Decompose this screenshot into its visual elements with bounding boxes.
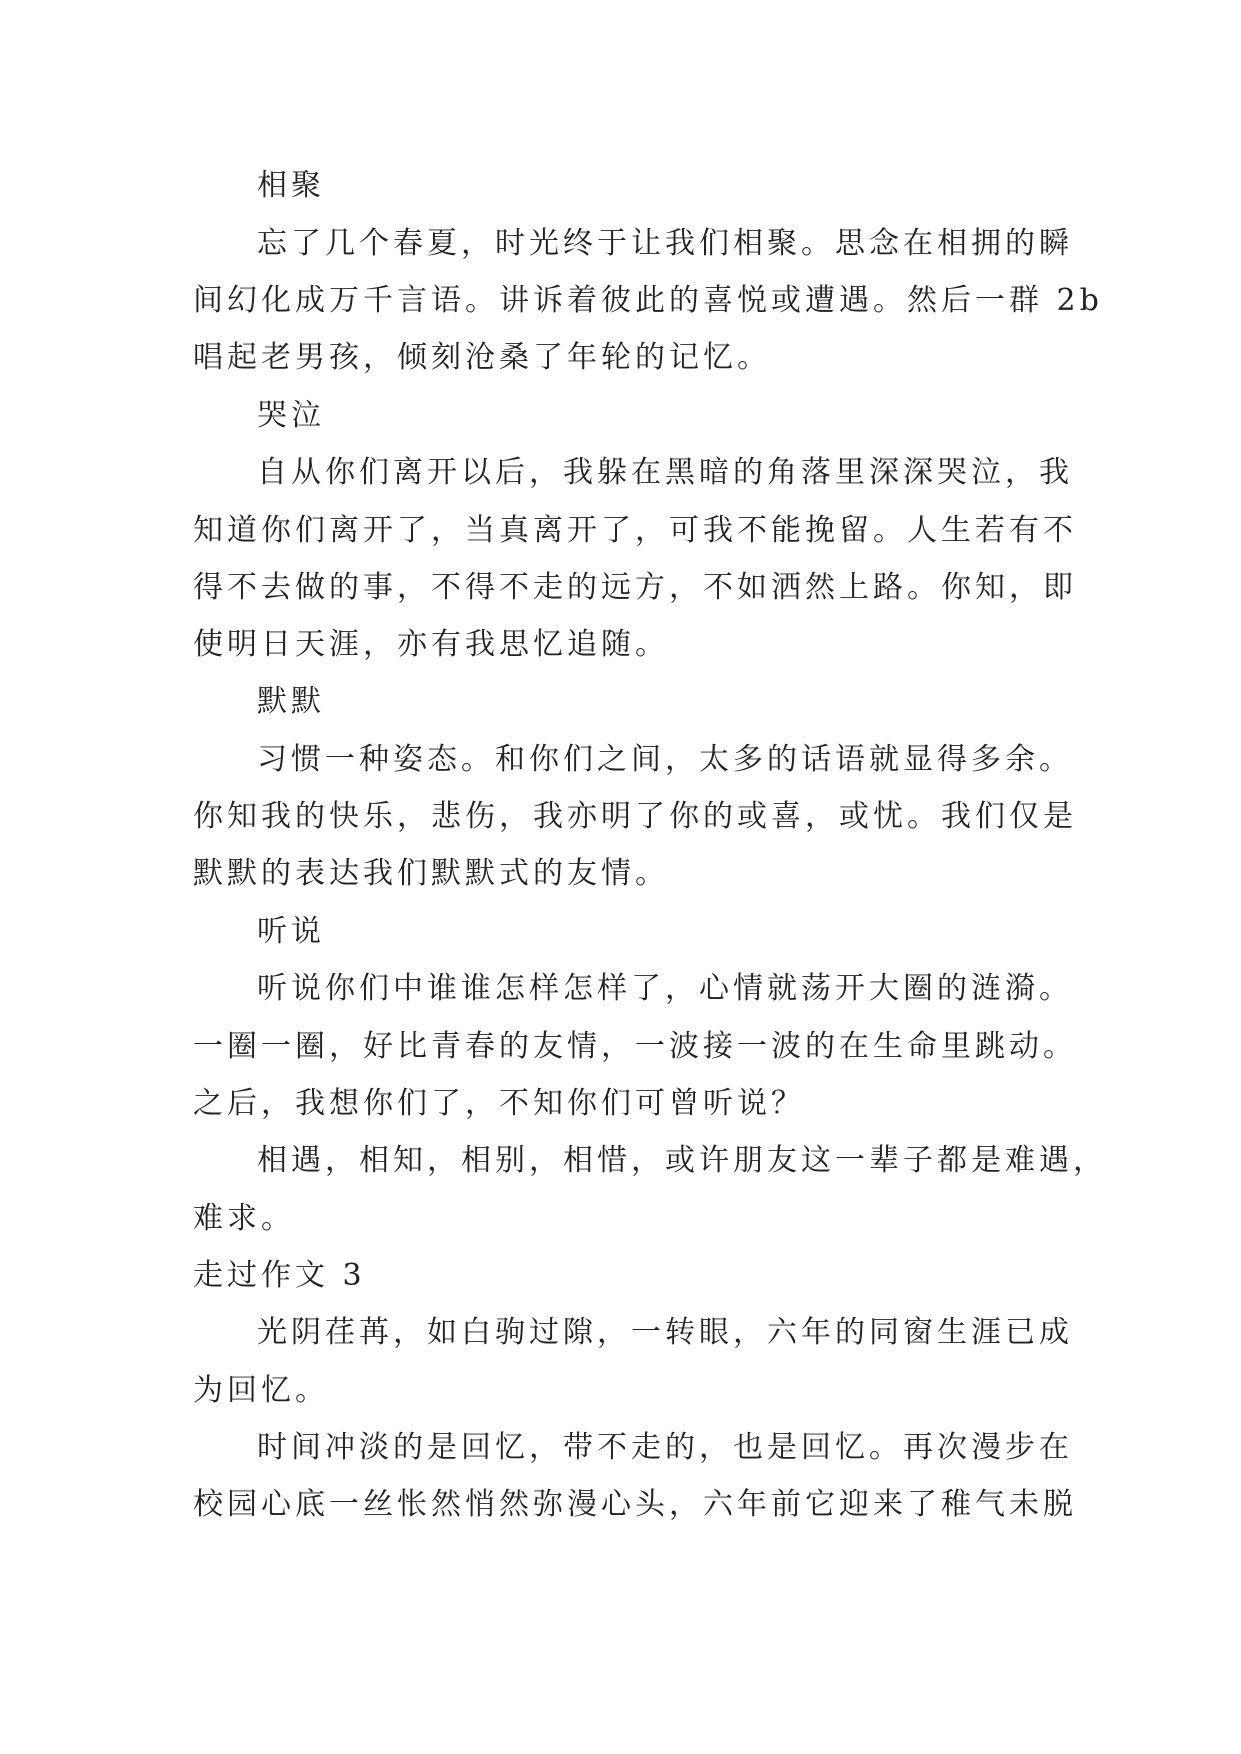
paragraph-line: 间幻化成万千言语。讲诉着彼此的喜悦或遭遇。然后一群 2b	[193, 283, 1103, 318]
heading-tingshuo: 听说	[257, 914, 325, 949]
paragraph-line: 自从你们离开以后，我躲在黑暗的角落里深深哭泣，我	[257, 455, 1073, 490]
paragraph-line: 默默的表达我们默默式的友情。	[193, 856, 669, 891]
paragraph-line: 光阴荏苒，如白驹过隙，一转眼，六年的同窗生涯已成	[257, 1315, 1073, 1350]
section-title: 走过作文 3	[193, 1258, 366, 1293]
paragraph-line: 为回忆。	[193, 1373, 329, 1408]
paragraph-line: 你知我的快乐，悲伤，我亦明了你的或喜，或忧。我们仅是	[193, 799, 1077, 834]
heading-kuqi: 哭泣	[257, 398, 325, 433]
paragraph-line: 难求。	[193, 1201, 295, 1236]
paragraph-line: 校园心底一丝怅然悄然弥漫心头，六年前它迎来了稚气未脱	[193, 1487, 1077, 1522]
paragraph-line: 相遇，相知，相别，相惜，或许朋友这一辈子都是难遇，	[257, 1143, 1107, 1178]
paragraph-line: 听说你们中谁谁怎样怎样了，心情就荡开大圈的涟漪。	[257, 971, 1073, 1006]
heading-xiangju: 相聚	[257, 168, 325, 203]
paragraph-line: 忘了几个春夏，时光终于让我们相聚。思念在相拥的瞬	[257, 226, 1073, 261]
paragraph-line: 之后，我想你们了，不知你们可曾听说？	[193, 1086, 805, 1121]
paragraph-line: 知道你们离开了，当真离开了，可我不能挽留。人生若有不	[193, 513, 1077, 548]
paragraph-line: 一圈一圈，好比青春的友情，一波接一波的在生命里跳动。	[193, 1029, 1077, 1064]
paragraph-line: 唱起老男孩，倾刻沧桑了年轮的记忆。	[193, 340, 771, 375]
heading-momo: 默默	[257, 684, 325, 719]
paragraph-line: 得不去做的事，不得不走的远方，不如洒然上路。你知，即	[193, 570, 1077, 605]
paragraph-line: 使明日天涯，亦有我思忆追随。	[193, 627, 669, 662]
paragraph-line: 习惯一种姿态。和你们之间，太多的话语就显得多余。	[257, 742, 1073, 777]
paragraph-line: 时间冲淡的是回忆，带不走的，也是回忆。再次漫步在	[257, 1430, 1073, 1465]
